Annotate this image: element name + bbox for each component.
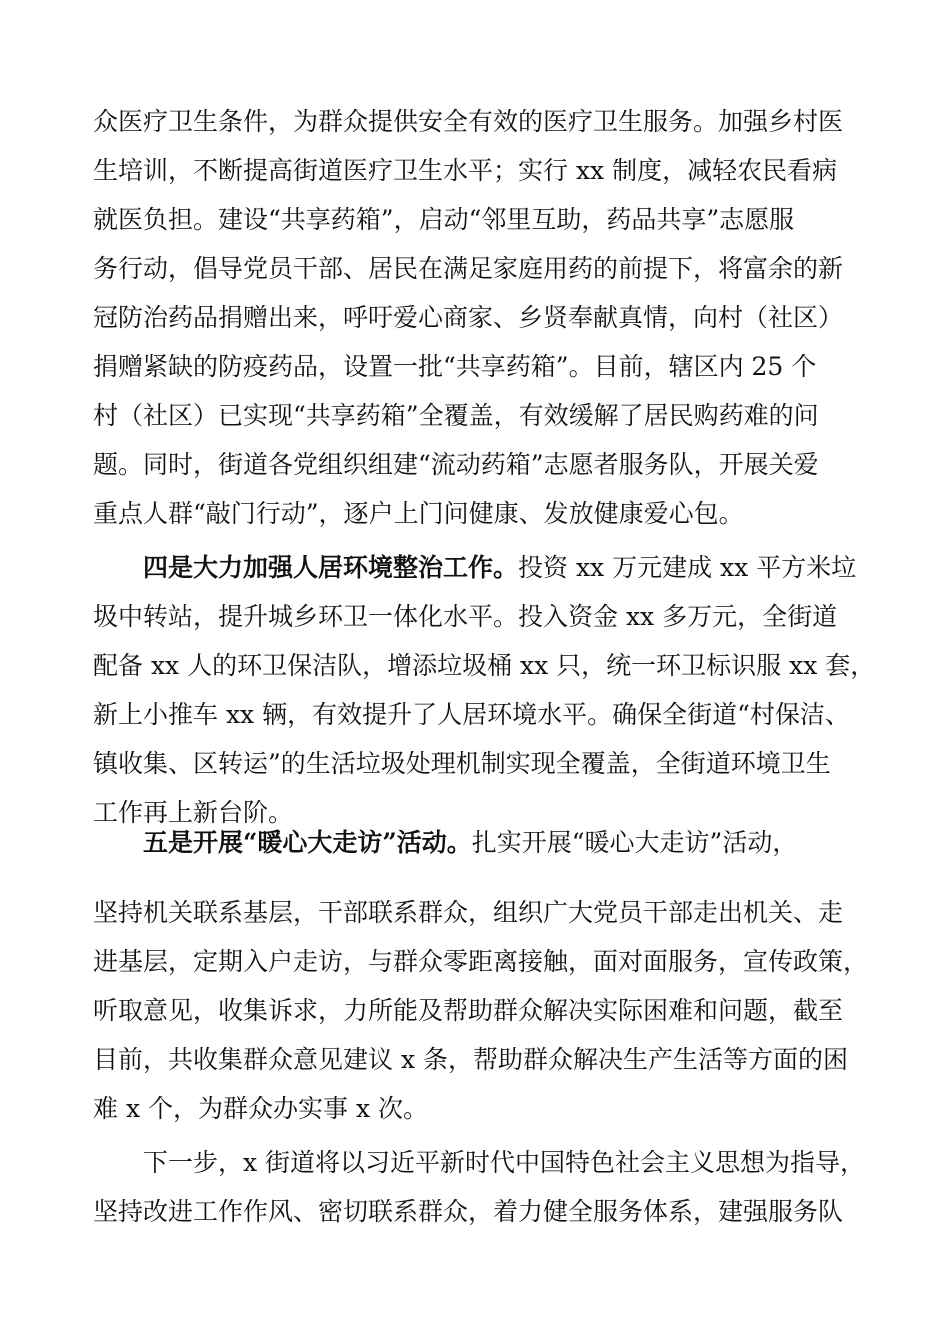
text-line: 目前，共收集群众意见建议 x 条，帮助群众解决生产生活等方面的困 (93, 1045, 848, 1074)
section-4-heading: 四是大力加强人居环境整治工作。 (143, 553, 519, 582)
text-line: 务行动，倡导党员干部、居民在满足家庭用药的前提下，将富余的新 (93, 254, 844, 283)
text-line: 工作再上新台阶。 (93, 798, 294, 827)
next-step-first-line: 下一步，x 街道将以习近平新时代中国特色社会主义思想为指导， (143, 1148, 866, 1177)
text-line: 众医疗卫生条件，为群众提供安全有效的医疗卫生服务。加强乡村医 (93, 107, 844, 136)
text-line: 坚持机关联系基层，干部联系群众，组织广大党员干部走出机关、走 (93, 898, 844, 927)
text-line: 重点人群“敲门行动”，逐户上门问健康、发放健康爱心包。 (93, 499, 744, 528)
section-5-first-rest: 扎实开展“暖心大走访”活动， (471, 828, 798, 857)
section-4-first-rest: 投资 xx 万元建成 xx 平方米垃 (518, 553, 857, 582)
section-5-heading: 五是开展“暖心大走访”活动。 (143, 828, 472, 857)
section-5-heading-line (143, 819, 797, 867)
text-line: 新上小推车 xx 辆，有效提升了人居环境水平。确保全街道“村保洁、 (93, 700, 850, 729)
text-line: 村（社区）已实现“共享药箱”全覆盖，有效缓解了居民购药难的问 (93, 401, 819, 430)
text-line: 生培训，不断提高街道医疗卫生水平；实行 xx 制度，减轻农民看病 (93, 156, 838, 185)
section-4-first-line (143, 544, 856, 592)
text-line: 配备 xx 人的环卫保洁队，增添垃圾桶 xx 只，统一环卫标识服 xx 套， (93, 651, 876, 680)
text-line: 圾中转站，提升城乡环卫一体化水平。投入资金 xx 多万元，全街道 (93, 602, 838, 631)
text-line: 捐赠紧缺的防疫药品，设置一批“共享药箱”。目前，辖区内 25 个 (93, 352, 817, 381)
text-line: 题。同时，街道各党组织组建“流动药箱”志愿者服务队，开展关爱 (93, 450, 819, 479)
text-line: 听取意见，收集诉求，力所能及帮助群众解决实际困难和问题，截至 (93, 996, 844, 1025)
text-line: 进基层，定期入户走访，与群众零距离接触，面对面服务，宣传政策， (93, 947, 869, 976)
text-line: 就医负担。建设“共享药箱”，启动“邻里互助，药品共享”志愿服 (93, 205, 795, 234)
text-line: 镇收集、区转运”的生活垃圾处理机制实现全覆盖，全街道环境卫生 (93, 749, 831, 778)
text-line: 冠防治药品捐赠出来，呼吁爱心商家、乡贤奉献真情，向村（社区） (93, 303, 844, 332)
text-line: 坚持改进工作作风、密切联系群众，着力健全服务体系，建强服务队 (93, 1197, 844, 1226)
text-line: 难 x 个，为群众办实事 x 次。 (93, 1094, 428, 1123)
